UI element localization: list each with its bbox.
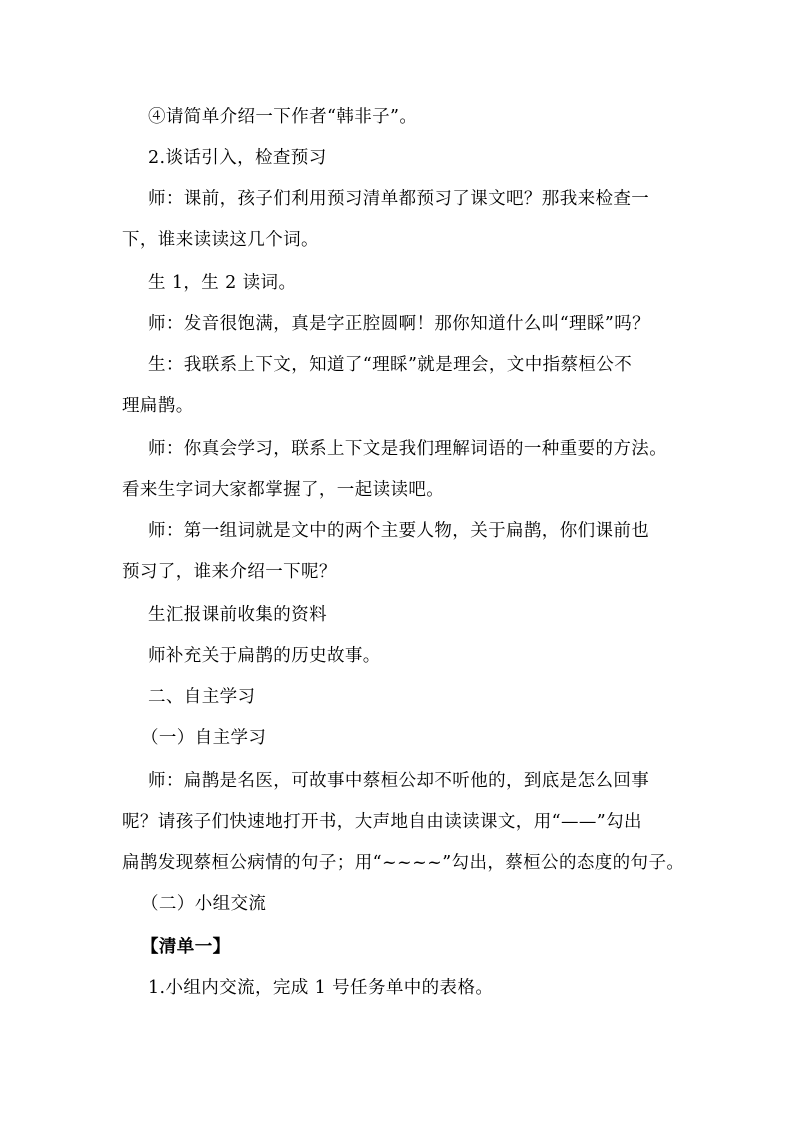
subsection-heading-self-study: （一）自主学习 [141,728,267,748]
subsection-heading-group: （二）小组交流 [141,894,267,914]
text-line-teacher-1b: 下，谁来读读这几个词。 [122,230,319,250]
text-line-teacher-supplement: 师补充关于扁鹊的历史故事。 [148,646,381,666]
text-line-teacher-4b: 预习了，谁来介绍一下呢？ [122,562,337,582]
text-line-teacher-3a: 师：你真会学习，联系上下文是我们理解词语的一种重要的方法。 [148,439,668,459]
text-line-teacher-5c: 扁鹊发现蔡桓公病情的句子；用“~~~~”勾出，蔡桓公的态度的句子。 [122,853,685,873]
text-line-teacher-5a: 师：扁鹊是名医，可故事中蔡桓公却不听他的，到底是怎么回事 [148,771,650,791]
text-line-teacher-2: 师：发音很饱满，真是字正腔圆啊！那你知道什么叫“理睬”吗？ [148,314,650,334]
text-line-teacher-5b: 呢？请孩子们快速地打开书，大声地自由读读课文，用“——”勾出 [122,812,642,832]
section-heading-self-study: 二、自主学习 [148,687,256,707]
text-line-teacher-4a: 师：第一组词就是文中的两个主要人物，关于扁鹊，你们课前也 [148,521,650,541]
text-line-student-1a: 生：我联系上下文，知道了“理睬”就是理会，文中指蔡桓公不 [148,355,633,375]
text-line-student-read: 生 1，生 2 读词。 [148,273,297,293]
text-line-student-1b: 理扁鹊。 [122,396,194,416]
text-line-section-2: 2.谈话引入，检查预习 [148,148,327,168]
text-line-author-question: ④请简单介绍一下作者“韩非子”。 [148,107,418,127]
text-line-student-report: 生汇报课前收集的资料 [148,605,327,625]
list-heading-checklist-1: 【清单一】 [141,937,231,957]
text-line-teacher-1a: 师：课前，孩子们利用预习清单都预习了课文吧？那我来检查一 [148,189,650,209]
text-line-task-1: 1.小组内交流，完成 1 号任务单中的表格。 [148,978,494,998]
text-line-teacher-3b: 看来生字词大家都掌握了，一起读读吧。 [122,480,445,500]
